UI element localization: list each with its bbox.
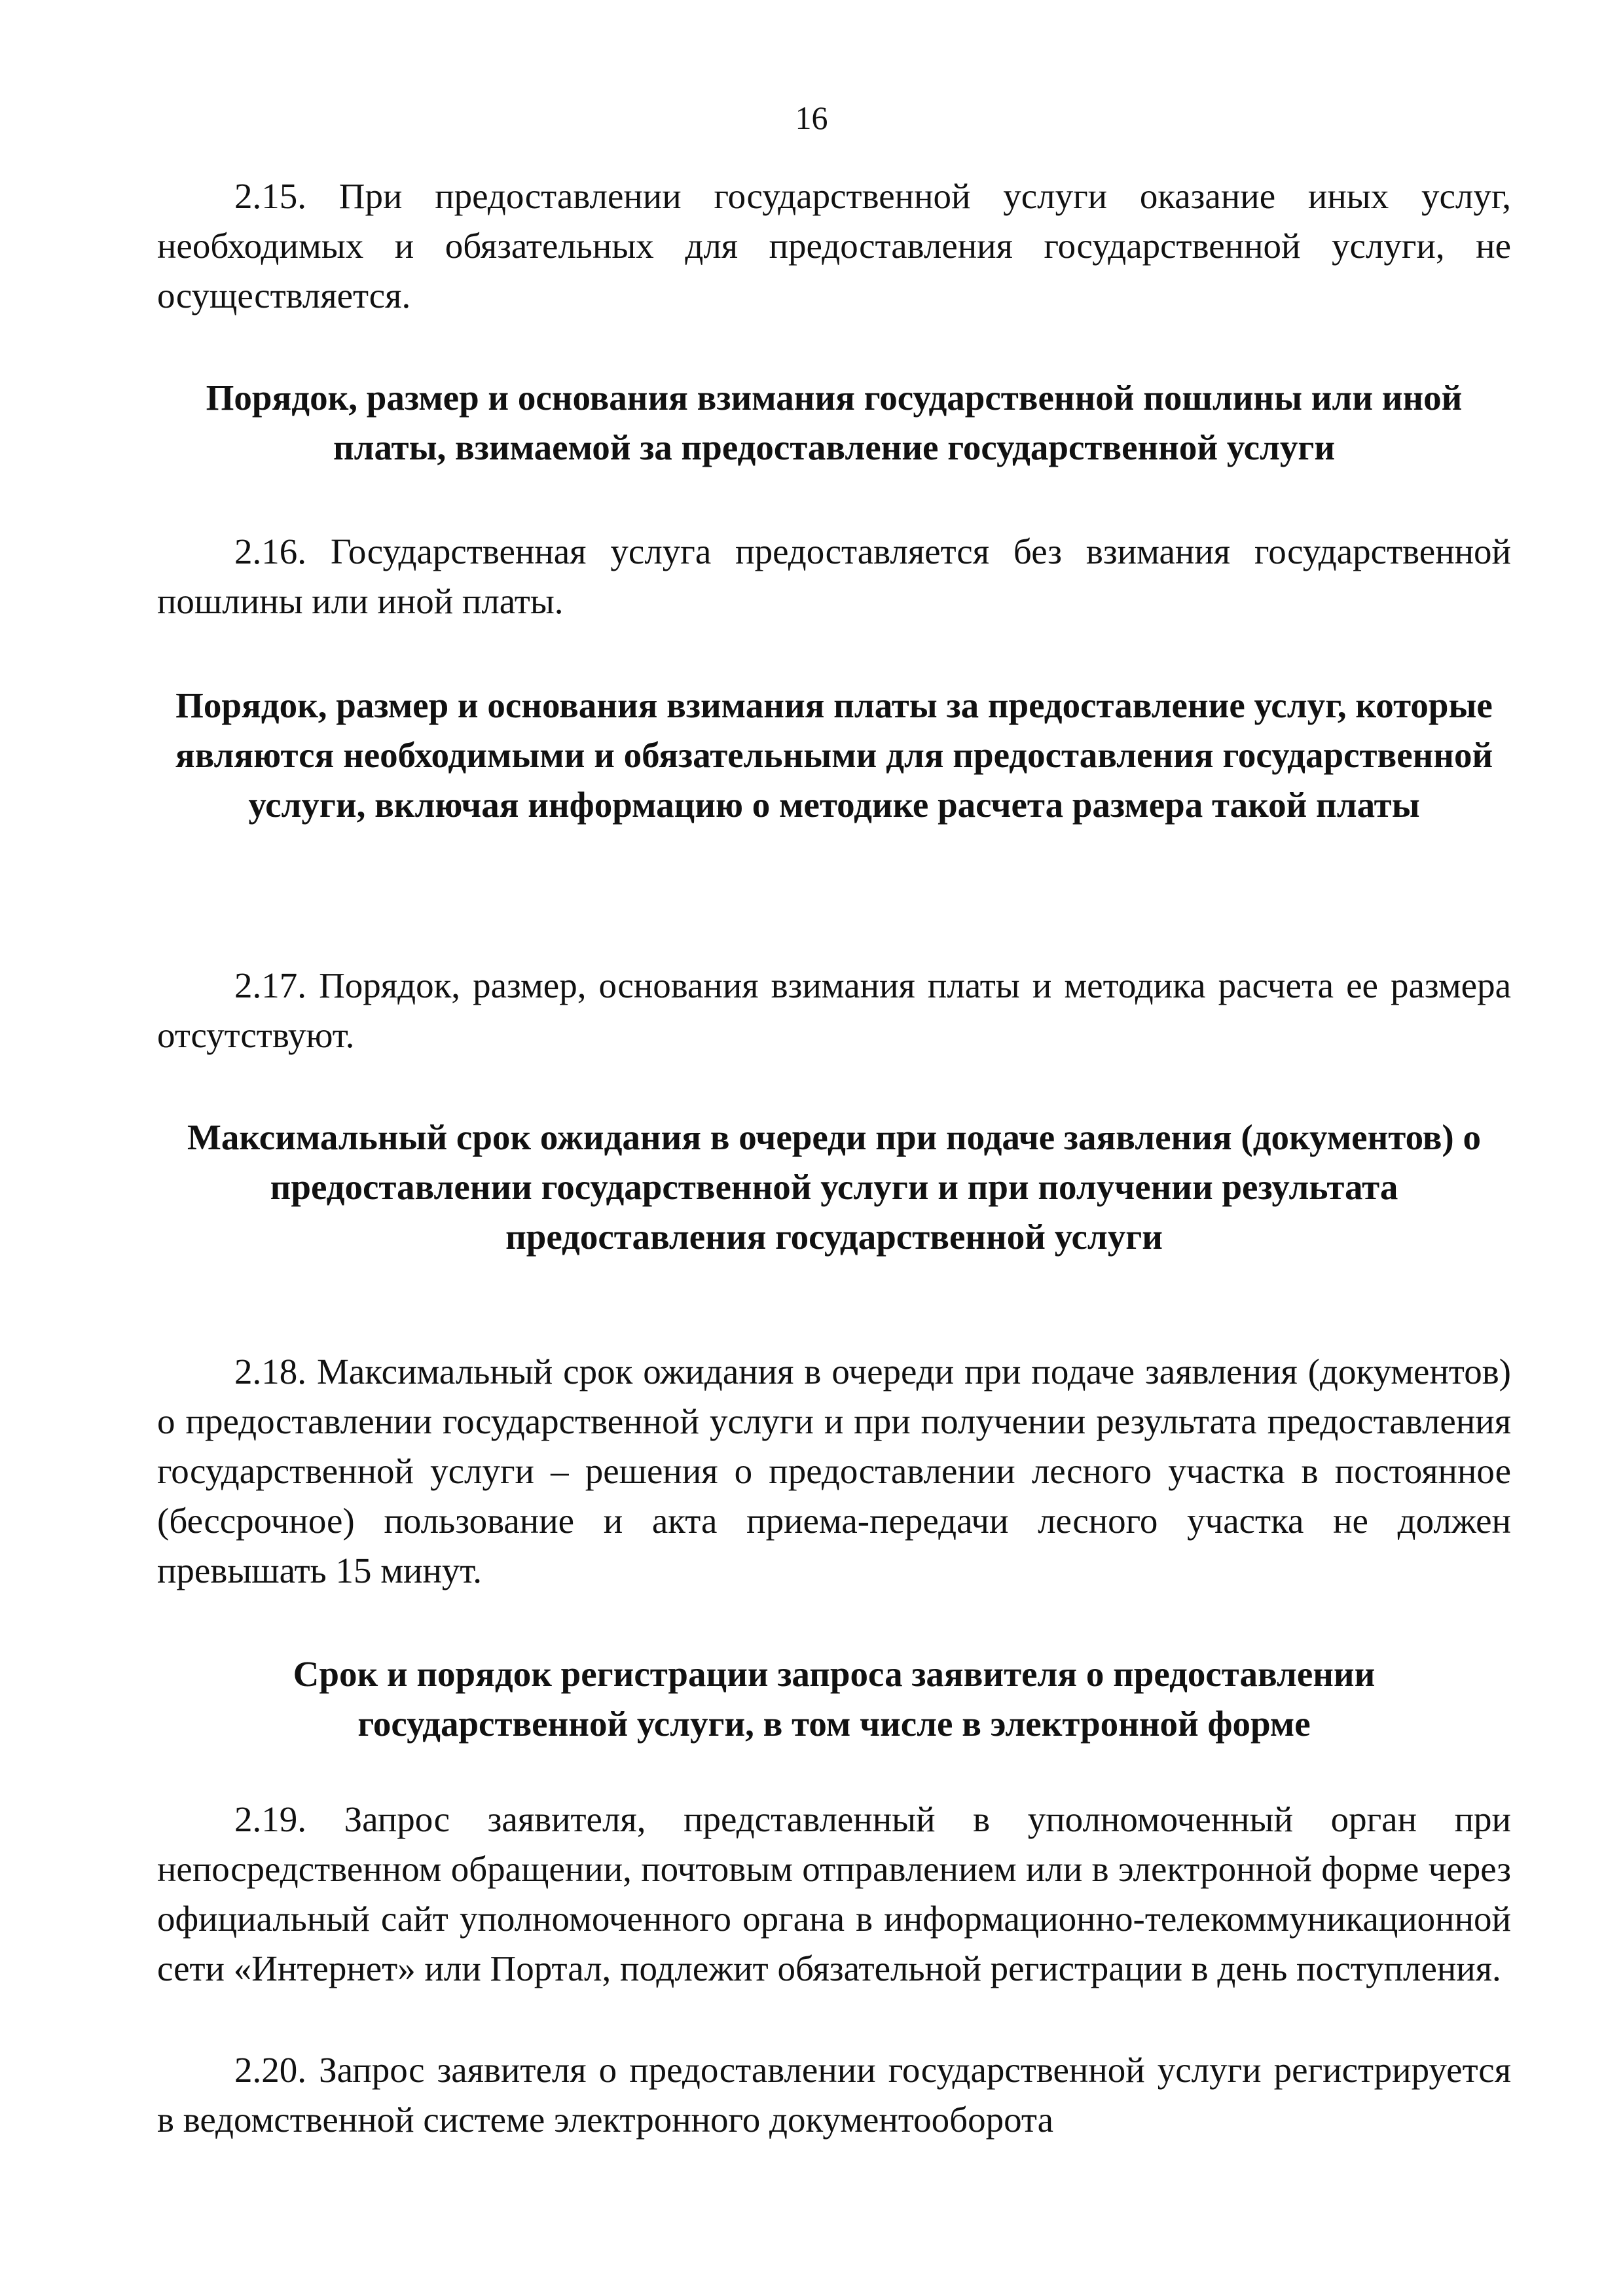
heading-state-fee: Порядок, размер и основания взимания государственной пошлины или иной платы, взимаемой за предоставление государственной услуги bbox=[206, 378, 1463, 467]
paragraph-2-20: 2.20. Запрос заявителя о предоставлении государственной услуги регистрируется в ведомственной системе электронного документооборота bbox=[157, 2050, 1511, 2140]
paragraph-2-19: 2.19. Запрос заявителя, представленный в уполномоченный орган при непосредственном обращении, почтовым отправлением или в электронной форме через официальный сайт уполномоченного органа в информационно-телекоммуникационной сети «Интернет» или Портал, подлежит обязательной регистрации в день поступления. bbox=[157, 1799, 1511, 1988]
heading-queue-time: Максимальный срок ожидания в очереди при подаче заявления (документов) о предоставлении государственной услуги и при получении результата предоставления государственной услуги bbox=[187, 1117, 1481, 1257]
paragraph-2-15: 2.15. При предоставлении государственной услуги оказание иных услуг, необходимых и обязательных для предоставления государственной услуги, не осуществляется. bbox=[157, 176, 1511, 315]
paragraph-2-16: 2.16. Государственная услуга предоставляется без взимания государственной пошлины или иной платы. bbox=[157, 531, 1511, 621]
paragraph-2-18: 2.18. Максимальный срок ожидания в очереди при подаче заявления (документов) о предоставлении государственной услуги и при получении результата предоставления государственной услуги – решения о предоставлении лесного участка в постоянное (бессрочное) пользование и акта приема-передачи лесного участка не должен превышать 15 минут. bbox=[157, 1352, 1511, 1590]
page-number: 16 bbox=[795, 99, 828, 136]
heading-registration: Срок и порядок регистрации запроса заявителя о предоставлении государственной услуги, в том числе в электронной форме bbox=[293, 1654, 1376, 1744]
heading-services-fee: Порядок, размер и основания взимания платы за предоставление услуг, которые являются необходимыми и обязательными для предоставления государственной услуги, включая информацию о методике расчета размера такой платы bbox=[175, 685, 1493, 825]
paragraph-2-17: 2.17. Порядок, размер, основания взимания платы и методика расчета ее размера отсутствуют. bbox=[157, 965, 1511, 1055]
